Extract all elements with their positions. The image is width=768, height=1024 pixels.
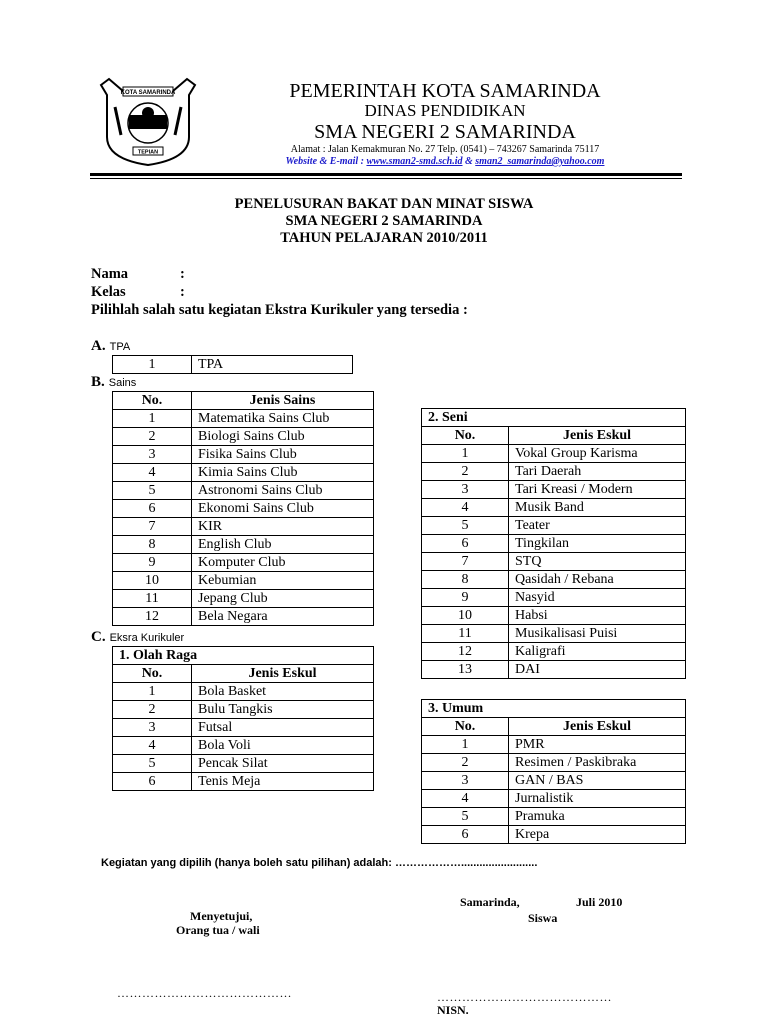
row-no: 2 bbox=[422, 463, 509, 481]
website-link[interactable]: www.sman2-smd.sch.id bbox=[366, 156, 463, 167]
section-b-letter: B. bbox=[91, 374, 105, 390]
row-name: Tingkilan bbox=[509, 535, 686, 553]
row-name: Krepa bbox=[509, 826, 686, 844]
row-no: 4 bbox=[113, 737, 192, 755]
kelas-label: Kelas bbox=[91, 284, 126, 300]
header-rule-thick bbox=[90, 173, 682, 176]
table-row bbox=[113, 536, 374, 554]
table-row bbox=[113, 755, 374, 773]
web-label: Website & E-mail : bbox=[285, 156, 367, 167]
table-row bbox=[422, 589, 686, 607]
row-name: Vokal Group Karisma bbox=[509, 445, 686, 463]
row-no: 1 bbox=[113, 683, 192, 701]
table-row bbox=[113, 410, 374, 428]
section-a-heading bbox=[91, 337, 130, 355]
table-header-row bbox=[422, 718, 686, 736]
doc-title-3: TAHUN PELAJARAN 2010/2011 bbox=[280, 230, 488, 246]
table-caption: 3. Umum bbox=[422, 700, 686, 718]
col-no-header: No. bbox=[113, 392, 192, 410]
table-header-row bbox=[113, 392, 374, 410]
col-no-header: No. bbox=[113, 665, 192, 683]
header-gov: PEMERINTAH KOTA SAMARINDA bbox=[289, 80, 601, 102]
row-name: Resimen / Paskibraka bbox=[509, 754, 686, 772]
row-no: 13 bbox=[422, 661, 509, 679]
tpa-table bbox=[112, 355, 353, 374]
row-no: 9 bbox=[113, 554, 192, 572]
logo-top-text: KOTA SAMARINDA bbox=[120, 90, 176, 96]
row-no: 3 bbox=[113, 719, 192, 737]
row-name: English Club bbox=[192, 536, 374, 554]
row-name: Kimia Sains Club bbox=[192, 464, 374, 482]
table-row bbox=[113, 608, 374, 626]
nama-colon: : bbox=[180, 266, 185, 282]
row-no: 12 bbox=[113, 608, 192, 626]
school-crest-logo bbox=[93, 77, 203, 167]
row-name: Kebumian bbox=[192, 572, 374, 590]
col-name-header: Jenis Eskul bbox=[509, 718, 686, 736]
table-row bbox=[422, 445, 686, 463]
header-school: SMA NEGERI 2 SAMARINDA bbox=[314, 121, 576, 143]
row-no: 4 bbox=[422, 499, 509, 517]
row-no: 6 bbox=[422, 826, 509, 844]
row-no: 5 bbox=[113, 482, 192, 500]
row-no: 6 bbox=[113, 500, 192, 518]
table-row bbox=[422, 772, 686, 790]
umum-table bbox=[421, 699, 686, 844]
section-c-heading bbox=[91, 628, 184, 646]
table-row bbox=[113, 773, 374, 791]
row-name: Musikalisasi Puisi bbox=[509, 625, 686, 643]
table-row bbox=[422, 754, 686, 772]
row-name: Pramuka bbox=[509, 808, 686, 826]
table-row bbox=[422, 481, 686, 499]
table-caption-row bbox=[422, 409, 686, 427]
section-a-name: TPA bbox=[109, 341, 131, 353]
row-no: 6 bbox=[422, 535, 509, 553]
row-name: Teater bbox=[509, 517, 686, 535]
siswa-label: Siswa bbox=[528, 911, 558, 925]
table-row bbox=[113, 737, 374, 755]
table-row bbox=[113, 590, 374, 608]
doc-title-2: SMA NEGERI 2 SAMARINDA bbox=[285, 213, 483, 229]
row-name: Futsal bbox=[192, 719, 374, 737]
row-name: TPA bbox=[192, 356, 353, 374]
row-no: 3 bbox=[113, 446, 192, 464]
table-header-row bbox=[422, 427, 686, 445]
row-name: Bola Voli bbox=[192, 737, 374, 755]
table-caption: 2. Seni bbox=[422, 409, 686, 427]
row-no: 9 bbox=[422, 589, 509, 607]
olahraga-table bbox=[112, 646, 374, 791]
row-name: Pencak Silat bbox=[192, 755, 374, 773]
sains-table bbox=[112, 391, 374, 626]
row-name: Tari Kreasi / Modern bbox=[509, 481, 686, 499]
table-row bbox=[422, 625, 686, 643]
row-no: 5 bbox=[422, 808, 509, 826]
row-name: GAN / BAS bbox=[509, 772, 686, 790]
header-dept: DINAS PENDIDIKAN bbox=[364, 101, 526, 120]
row-name: Komputer Club bbox=[192, 554, 374, 572]
email-separator: & bbox=[462, 156, 476, 167]
table-row bbox=[422, 607, 686, 625]
header-address: Alamat : Jalan Kemakmuran No. 27 Telp. (0541) – 743267 Samarinda 75117 bbox=[290, 144, 600, 155]
row-no: 8 bbox=[422, 571, 509, 589]
table-row bbox=[113, 446, 374, 464]
table-caption-row bbox=[113, 647, 374, 665]
email-link[interactable]: sman2_samarinda@yahoo.com bbox=[475, 156, 605, 167]
date-label: Juli 2010 bbox=[576, 895, 623, 909]
row-name: Tari Daerah bbox=[509, 463, 686, 481]
section-b-name: Sains bbox=[108, 377, 137, 389]
table-row bbox=[422, 643, 686, 661]
table-row bbox=[422, 808, 686, 826]
row-no: 2 bbox=[113, 428, 192, 446]
table-row bbox=[422, 661, 686, 679]
row-no: 11 bbox=[422, 625, 509, 643]
row-name: Nasyid bbox=[509, 589, 686, 607]
logo-bottom-text: TEPIAN bbox=[137, 149, 159, 156]
row-name: Matematika Sains Club bbox=[192, 410, 374, 428]
col-no-header: No. bbox=[422, 427, 509, 445]
row-name: Jepang Club bbox=[192, 590, 374, 608]
row-no: 1 bbox=[422, 736, 509, 754]
col-no-header: No. bbox=[422, 718, 509, 736]
chosen-activity-line: Kegiatan yang dipilih (hanya boleh satu pilihan) adalah: ………………......................... bbox=[101, 857, 538, 869]
seni-table bbox=[421, 408, 686, 679]
row-no: 4 bbox=[113, 464, 192, 482]
row-name: DAI bbox=[509, 661, 686, 679]
row-no: 10 bbox=[113, 572, 192, 590]
header-contact bbox=[210, 156, 680, 167]
row-name: Biologi Sains Club bbox=[192, 428, 374, 446]
nama-label: Nama bbox=[91, 266, 129, 282]
parent-label: Orang tua / wali bbox=[176, 923, 260, 937]
table-row bbox=[113, 572, 374, 590]
table-row bbox=[422, 790, 686, 808]
parent-signature-line: …………………………………… bbox=[117, 986, 292, 1000]
col-name-header: Jenis Eskul bbox=[192, 665, 374, 683]
table-caption: 1. Olah Raga bbox=[113, 647, 374, 665]
row-name: Kaligrafi bbox=[509, 643, 686, 661]
table-row bbox=[113, 464, 374, 482]
table-row bbox=[422, 517, 686, 535]
approve-label: Menyetujui, bbox=[190, 909, 253, 923]
row-no: 12 bbox=[422, 643, 509, 661]
row-name: Habsi bbox=[509, 607, 686, 625]
kelas-colon: : bbox=[180, 284, 185, 300]
row-name: Tenis Meja bbox=[192, 773, 374, 791]
col-name-header: Jenis Sains bbox=[192, 392, 374, 410]
table-row bbox=[422, 736, 686, 754]
section-a-letter: A. bbox=[91, 338, 106, 354]
table-row bbox=[113, 701, 374, 719]
table-row bbox=[113, 356, 353, 374]
table-row bbox=[113, 719, 374, 737]
row-name: Bola Basket bbox=[192, 683, 374, 701]
table-row bbox=[422, 463, 686, 481]
row-name: Fisika Sains Club bbox=[192, 446, 374, 464]
row-name: STQ bbox=[509, 553, 686, 571]
row-no: 10 bbox=[422, 607, 509, 625]
row-no: 8 bbox=[113, 536, 192, 554]
table-caption-row bbox=[422, 700, 686, 718]
row-no: 5 bbox=[422, 517, 509, 535]
row-name: Astronomi Sains Club bbox=[192, 482, 374, 500]
row-name: Bulu Tangkis bbox=[192, 701, 374, 719]
doc-title-1: PENELUSURAN BAKAT DAN MINAT SISWA bbox=[234, 196, 534, 212]
row-no: 1 bbox=[113, 410, 192, 428]
row-name: Ekonomi Sains Club bbox=[192, 500, 374, 518]
section-c-letter: C. bbox=[91, 629, 106, 645]
section-b-heading bbox=[91, 373, 136, 391]
row-name: Jurnalistik bbox=[509, 790, 686, 808]
table-row bbox=[113, 482, 374, 500]
table-row bbox=[113, 428, 374, 446]
header-rule-thin bbox=[90, 178, 682, 179]
row-name: Musik Band bbox=[509, 499, 686, 517]
row-name: Bela Negara bbox=[192, 608, 374, 626]
section-c-name: Eksra Kurikuler bbox=[109, 632, 185, 644]
table-row bbox=[422, 571, 686, 589]
table-row bbox=[113, 518, 374, 536]
table-row bbox=[422, 535, 686, 553]
row-no: 2 bbox=[113, 701, 192, 719]
row-no: 7 bbox=[422, 553, 509, 571]
table-row bbox=[113, 683, 374, 701]
table-row bbox=[422, 499, 686, 517]
row-no: 2 bbox=[422, 754, 509, 772]
col-name-header: Jenis Eskul bbox=[509, 427, 686, 445]
student-signature-line: …………………………………… bbox=[437, 990, 612, 1004]
place-label: Samarinda, bbox=[460, 895, 520, 909]
row-no: 5 bbox=[113, 755, 192, 773]
table-header-row bbox=[113, 665, 374, 683]
nisn-label: NISN. bbox=[437, 1003, 469, 1017]
table-row bbox=[422, 553, 686, 571]
table-row bbox=[113, 554, 374, 572]
row-no: 1 bbox=[113, 356, 192, 374]
row-no: 3 bbox=[422, 481, 509, 499]
row-name: PMR bbox=[509, 736, 686, 754]
instruction: Pilihlah salah satu kegiatan Ekstra Kurikuler yang tersedia : bbox=[91, 302, 468, 318]
table-row bbox=[422, 826, 686, 844]
row-no: 3 bbox=[422, 772, 509, 790]
row-no: 7 bbox=[113, 518, 192, 536]
table-row bbox=[113, 500, 374, 518]
row-no: 11 bbox=[113, 590, 192, 608]
row-no: 6 bbox=[113, 773, 192, 791]
row-no: 4 bbox=[422, 790, 509, 808]
row-name: Qasidah / Rebana bbox=[509, 571, 686, 589]
row-name: KIR bbox=[192, 518, 374, 536]
row-no: 1 bbox=[422, 445, 509, 463]
